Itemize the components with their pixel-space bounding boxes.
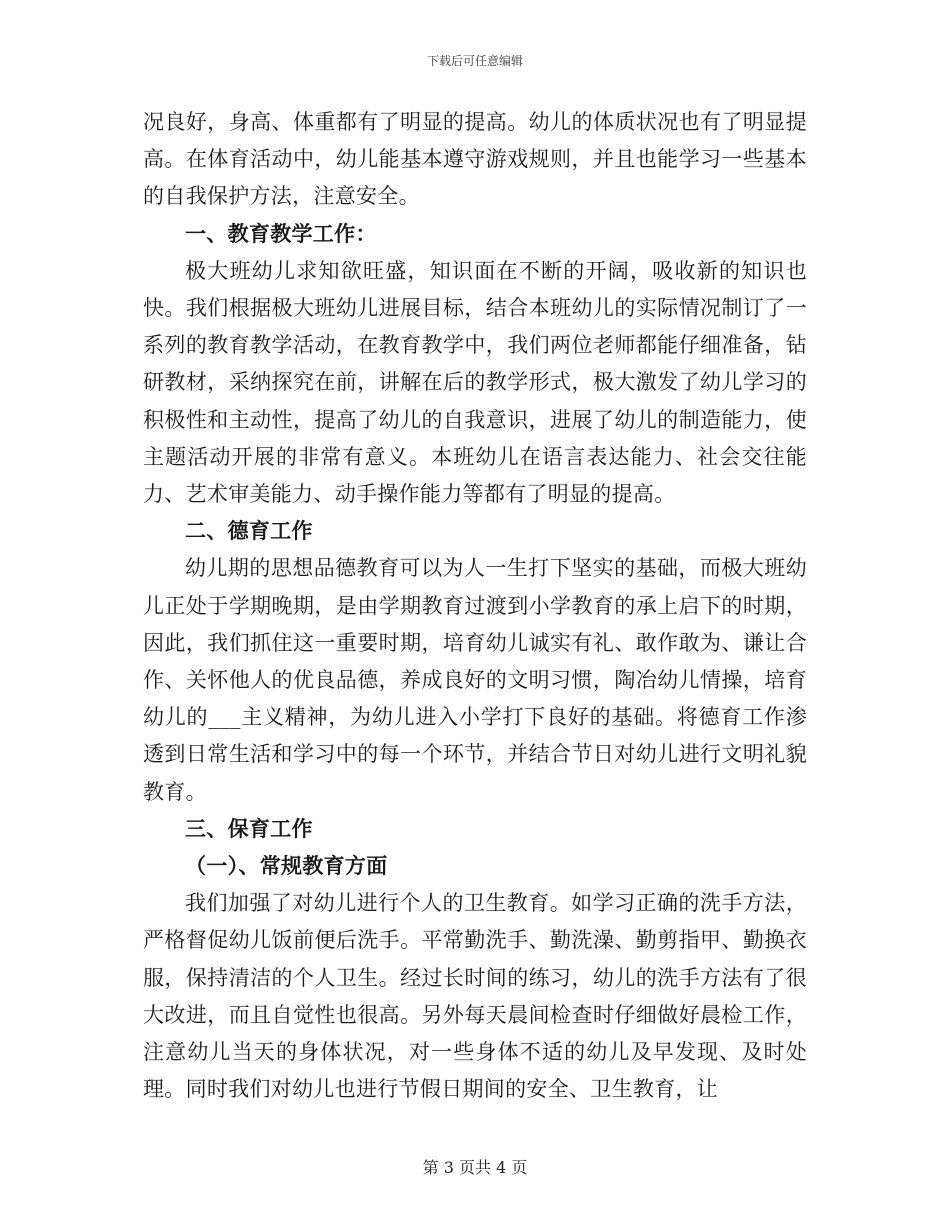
paragraph-moral: 幼儿期的思想品德教育可以为人一生打下坚实的基础，而极大班幼儿正处于学期晚期，是由学期教育过渡到小学教育的承上启下的时期，因此，我们抓住这一重要时期，培育幼儿诚实有礼、敢作敢为、谦让合作、关怀他人的优良品德，养成良好的文明习惯，陶冶幼儿情操，培育幼儿的___主义精神，为幼儿进入小学打下良好的基础。将德育工作渗透到日常生活和学习中的每一个环节，并结合节日对幼儿进行文明礼貌教育。: [143, 556, 807, 804]
document-body: [143, 104, 807, 1108]
section-heading-moral: 二、德育工作: [185, 519, 313, 544]
section-heading-care: 三、保育工作: [185, 816, 313, 841]
page-header: 下载后可任意编辑: [426, 54, 523, 68]
paragraph-health: 况良好，身高、体重都有了明显的提高。幼儿的体质状况也有了明显提高。在体育活动中，幼儿能基本遵守游戏规则，并且也能学习一些基本的自我保护方法，注意安全。: [143, 110, 807, 209]
paragraph-hygiene: 我们加强了对幼儿进行个人的卫生教育。如学习正确的洗手方法，严格督促幼儿饭前便后洗手。平常勤洗手、勤洗澡、勤剪指甲、勤换衣服，保持清洁的个人卫生。经过长时间的练习，幼儿的洗手方法有了很大改进，而且自觉性也很高。另外每天晨间检查时仔细做好晨检工作，注意幼儿当天的身体状况，对一些身体不适的幼儿及早发现、及时处理。同时我们对幼儿也进行节假日期间的安全、卫生教育，让: [143, 891, 807, 1102]
subsection-heading-routine: （一）、常规教育方面: [185, 854, 388, 879]
paragraph-teaching: 极大班幼儿求知欲旺盛，知识面在不断的开阔，吸收新的知识也快。我们根据极大班幼儿进展目标，结合本班幼儿的实际情况制订了一系列的教育教学活动，在教育教学中，我们两位老师都能仔细准备，钻研教材，采纳探究在前，讲解在后的教学形式，极大激发了幼儿学习的积极性和主动性，提高了幼儿的自我意识，进展了幼儿的制造能力，使主题活动开展的非常有意义。本班幼儿在语言表达能力、社会交往能力、艺术审美能力、动手操作能力等都有了明显的提高。: [143, 258, 807, 507]
page-footer: 第 3 页共 4 页: [422, 1158, 528, 1177]
section-heading-teaching: 一、教育教学工作：: [185, 221, 377, 246]
